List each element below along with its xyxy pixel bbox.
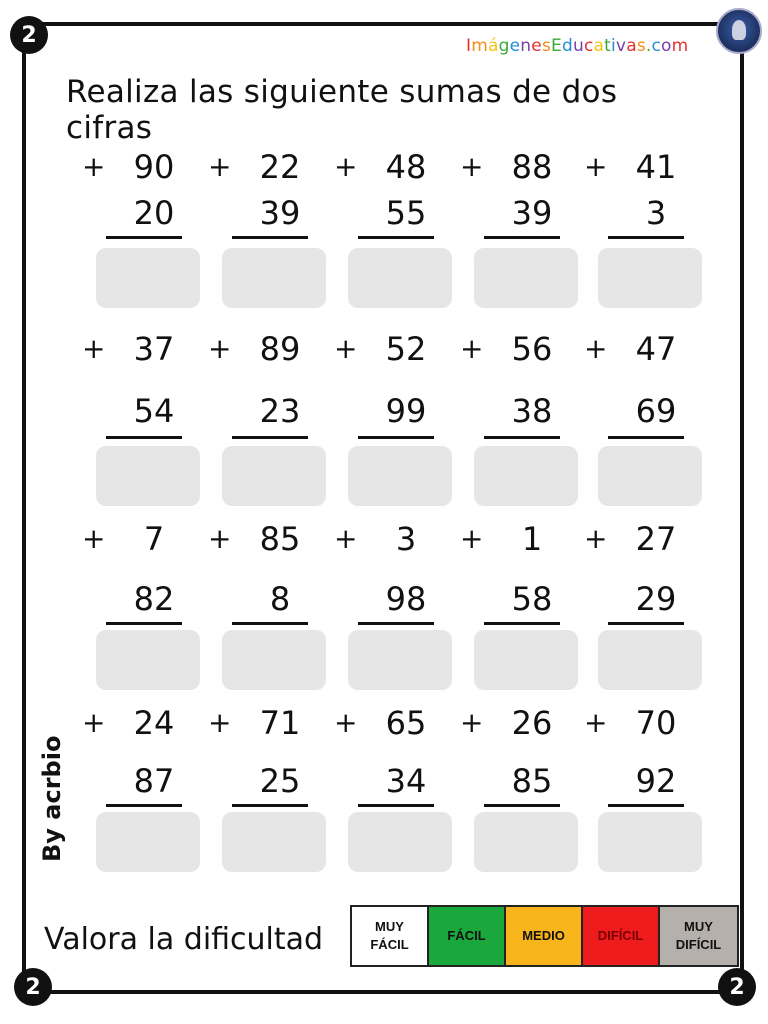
sum-line	[106, 804, 182, 807]
answer-box[interactable]	[348, 630, 452, 690]
plus-sign: +	[208, 522, 232, 555]
addend-bottom: 58	[511, 580, 553, 618]
addition-problem	[82, 148, 206, 318]
addition-problem	[82, 520, 206, 690]
plus-sign: +	[584, 522, 608, 555]
addend-bottom: 34	[385, 762, 427, 800]
difficulty-option[interactable]: MUY DIFÍCIL	[660, 907, 737, 965]
sum-line	[358, 804, 434, 807]
answer-box[interactable]	[474, 446, 578, 506]
addend-top: 85	[259, 520, 301, 558]
plus-sign: +	[460, 332, 484, 365]
worksheet-title: Realiza las siguiente sumas de dos cifras	[66, 74, 618, 146]
addend-top: 37	[133, 330, 175, 368]
addition-problem	[460, 704, 584, 874]
addend-top: 56	[511, 330, 553, 368]
addend-top: 52	[385, 330, 427, 368]
sum-line	[358, 236, 434, 239]
difficulty-option[interactable]: FÁCIL	[429, 907, 506, 965]
addend-top: 65	[385, 704, 427, 742]
addition-problem	[460, 520, 584, 690]
addend-bottom: 8	[269, 580, 291, 618]
addition-problem	[208, 520, 332, 690]
addition-problem	[208, 148, 332, 318]
sum-line	[106, 622, 182, 625]
addition-problem	[334, 330, 458, 500]
addition-problem	[82, 330, 206, 500]
plus-sign: +	[82, 522, 106, 555]
addend-bottom: 92	[635, 762, 677, 800]
addition-problem	[208, 330, 332, 500]
site-logo-icon	[716, 8, 762, 54]
site-watermark: ImágenesEducativas.com	[466, 36, 689, 56]
difficulty-option[interactable]: MEDIO	[506, 907, 583, 965]
addend-top: 89	[259, 330, 301, 368]
addend-bottom: 87	[133, 762, 175, 800]
answer-box[interactable]	[598, 446, 702, 506]
addition-problem	[460, 148, 584, 318]
difficulty-option[interactable]: DIFÍCIL	[583, 907, 660, 965]
addend-bottom: 25	[259, 762, 301, 800]
addend-top: 48	[385, 148, 427, 186]
addend-top: 24	[133, 704, 175, 742]
addition-problem	[584, 148, 708, 318]
sum-line	[608, 622, 684, 625]
addend-bottom: 38	[511, 392, 553, 430]
addend-bottom: 98	[385, 580, 427, 618]
plus-sign: +	[208, 150, 232, 183]
plus-sign: +	[584, 706, 608, 739]
addend-bottom: 82	[133, 580, 175, 618]
sum-line	[232, 236, 308, 239]
answer-box[interactable]	[348, 248, 452, 308]
addend-bottom: 55	[385, 194, 427, 232]
sum-line	[484, 436, 560, 439]
addition-problem	[584, 330, 708, 500]
addend-top: 88	[511, 148, 553, 186]
plus-sign: +	[82, 332, 106, 365]
sum-line	[232, 622, 308, 625]
answer-box[interactable]	[96, 446, 200, 506]
answer-box[interactable]	[222, 812, 326, 872]
answer-box[interactable]	[474, 248, 578, 308]
addition-problem	[208, 704, 332, 874]
addition-problem	[82, 704, 206, 874]
sum-line	[484, 804, 560, 807]
addend-top: 22	[259, 148, 301, 186]
addend-bottom: 39	[511, 194, 553, 232]
plus-sign: +	[334, 332, 358, 365]
sum-line	[358, 622, 434, 625]
difficulty-rating	[350, 905, 739, 967]
addend-top: 1	[521, 520, 543, 558]
addend-top: 71	[259, 704, 301, 742]
addition-problem	[334, 520, 458, 690]
addend-bottom: 23	[259, 392, 301, 430]
addend-top: 70	[635, 704, 677, 742]
sum-line	[484, 236, 560, 239]
plus-sign: +	[460, 522, 484, 555]
addition-problem	[460, 330, 584, 500]
addend-bottom: 29	[635, 580, 677, 618]
page-number-badge: 2	[10, 16, 48, 54]
difficulty-option[interactable]: MUY FÁCIL	[352, 907, 429, 965]
answer-box[interactable]	[96, 812, 200, 872]
corner-ornament-right: 2	[718, 968, 756, 1006]
addend-top: 41	[635, 148, 677, 186]
answer-box[interactable]	[348, 812, 452, 872]
addend-top: 3	[395, 520, 417, 558]
addend-bottom: 3	[645, 194, 667, 232]
addend-bottom: 85	[511, 762, 553, 800]
answer-box[interactable]	[598, 630, 702, 690]
answer-box[interactable]	[222, 446, 326, 506]
difficulty-label: Valora la dificultad	[44, 922, 324, 957]
answer-box[interactable]	[96, 248, 200, 308]
addend-top: 7	[143, 520, 165, 558]
plus-sign: +	[208, 332, 232, 365]
addend-top: 90	[133, 148, 175, 186]
plus-sign: +	[82, 150, 106, 183]
sum-line	[608, 436, 684, 439]
sum-line	[232, 436, 308, 439]
addend-bottom: 99	[385, 392, 427, 430]
addition-problem	[334, 148, 458, 318]
answer-box[interactable]	[474, 812, 578, 872]
addend-bottom: 39	[259, 194, 301, 232]
addend-bottom: 54	[133, 392, 175, 430]
addend-top: 47	[635, 330, 677, 368]
plus-sign: +	[208, 706, 232, 739]
addition-problem	[584, 704, 708, 874]
addend-top: 27	[635, 520, 677, 558]
sum-line	[608, 804, 684, 807]
sum-line	[106, 436, 182, 439]
plus-sign: +	[82, 706, 106, 739]
plus-sign: +	[460, 706, 484, 739]
plus-sign: +	[584, 150, 608, 183]
sum-line	[358, 436, 434, 439]
plus-sign: +	[584, 332, 608, 365]
sum-line	[106, 236, 182, 239]
corner-ornament-left: 2	[14, 968, 52, 1006]
addend-bottom: 69	[635, 392, 677, 430]
sum-line	[608, 236, 684, 239]
answer-box[interactable]	[348, 446, 452, 506]
answer-box[interactable]	[222, 630, 326, 690]
answer-box[interactable]	[598, 248, 702, 308]
addition-problem	[334, 704, 458, 874]
addend-top: 26	[511, 704, 553, 742]
addend-bottom: 20	[133, 194, 175, 232]
plus-sign: +	[334, 150, 358, 183]
addition-problem	[584, 520, 708, 690]
answer-box[interactable]	[598, 812, 702, 872]
answer-box[interactable]	[474, 630, 578, 690]
plus-sign: +	[334, 522, 358, 555]
author-signature: By acrbio	[38, 735, 66, 862]
answer-box[interactable]	[96, 630, 200, 690]
plus-sign: +	[334, 706, 358, 739]
sum-line	[484, 622, 560, 625]
answer-box[interactable]	[222, 248, 326, 308]
plus-sign: +	[460, 150, 484, 183]
sum-line	[232, 804, 308, 807]
